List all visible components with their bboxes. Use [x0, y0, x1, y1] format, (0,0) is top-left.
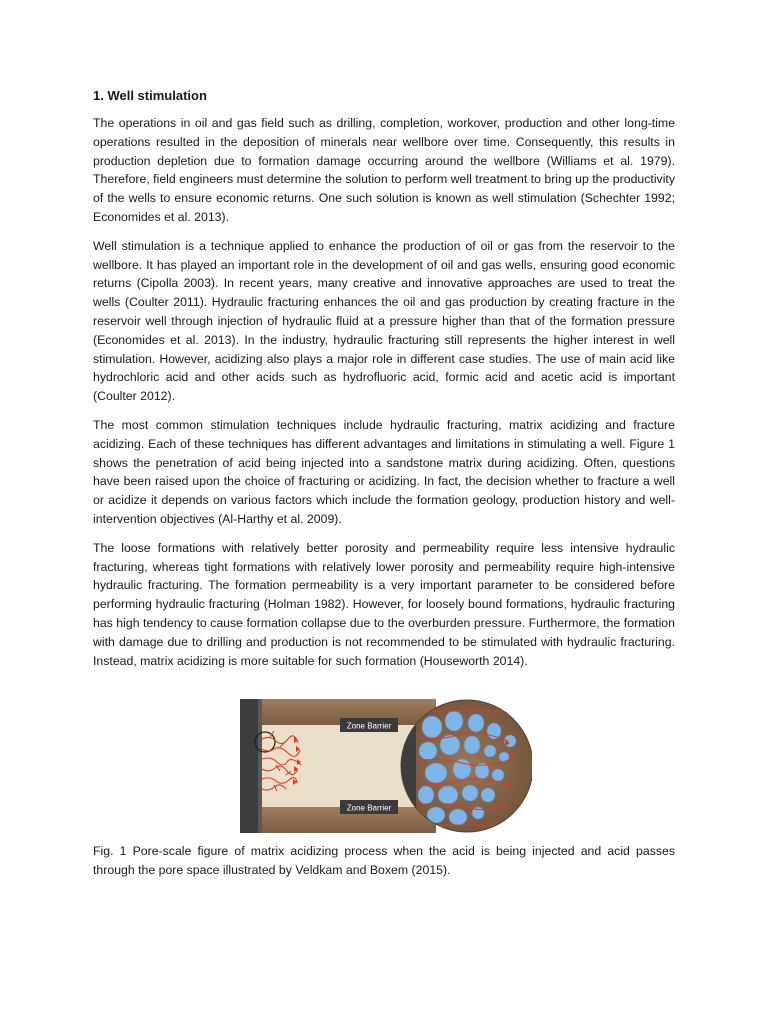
grain — [481, 788, 495, 802]
zone-barrier-label-top: Zone Barrier — [346, 721, 392, 731]
paragraph-1: The operations in oil and gas field such as drilling, completion, workover, production and other long-time operations resulted in the deposition of minerals near wellbore over time. Consequently, this results in production depletion due to formation damage occurring around the wellbore (Williams et al. 1979). Therefore, field engineers must determine the solution to perform well treatment to bring up the productivity of the wells to ensure economic returns. One such solution is known as well stimulation (Schechter 1992; Economides et al. 2013). — [93, 116, 675, 224]
bottom-zone-barrier — [240, 807, 436, 833]
paragraph-4: The loose formations with relatively better porosity and permeability require less intensive hydraulic fracturing, whereas tight formations with relatively lower porosity and permeability require high-intensive hydraulic fracturing. The formation permeability is a very important parameter to be considered before performing hydraulic fracturing (Holman 1982). However, for loosely bound formations, hydraulic fracturing has high tendency to cause formation collapse due to the overburden pressure. Furthermore, the formation with damage due to drilling and production is not recommended to be stimulated with hydraulic fracturing. Instead, matrix acidizing is more suitable for such formation (Houseworth 2014). — [93, 540, 675, 668]
grain — [464, 736, 480, 754]
grain — [462, 785, 478, 801]
section-heading: 1. Well stimulation — [93, 88, 207, 103]
grain — [445, 711, 463, 731]
casing-edge — [258, 699, 262, 833]
acid-flow-arrowhead — [525, 708, 530, 714]
grain — [453, 759, 471, 779]
grain — [425, 763, 447, 783]
top-zone-barrier — [240, 699, 436, 725]
section-content — [93, 86, 675, 880]
figure-caption: Fig. 1 Pore-scale figure of matrix acidizing process when the acid is being injected and acid passes through the pore space illustrated by Veldkam and Boxem (2015). — [93, 844, 675, 878]
grain — [419, 742, 437, 760]
figure-1 — [93, 699, 675, 833]
grain — [449, 809, 467, 825]
grain — [492, 769, 504, 781]
paragraph-2: Well stimulation is a technique applied to enhance the production of oil or gas from the reservoir to the wellbore. It has played an important role in the development of oil and gas wells, ensuring good economic returns (Cipolla 2003). In recent years, many creative and innovative approaches are used to treat the wells (Coulter 2011). Hydraulic fracturing enhances the oil and gas production by creating fracture in the reservoir well through injection of hydraulic fluid at a pressure higher than that of the formation pressure (Economides et al. 2013). In the industry, hydraulic fracturing still represents the higher interest in well stimulation. However, acidizing also plays a major role in different case studies. The use of main acid like hydrochloric acid and other acids such as hydrofluoric acid, formic acid and acetic acid is important (Coulter 2012). — [93, 238, 675, 404]
paragraph-3: The most common stimulation techniques include hydraulic fracturing, matrix acidizing and fracture acidizing. Each of these techniques has different advantages and limitations in stimulating a well. Figure 1 shows the penetration of acid being injected into a sandstone matrix during acidizing. Often, questions have been raised upon the choice of fracturing or acidizing. In fact, the decision whether to fracture a well or acidize it depends on various factors which include the formation geology, production history and well-intervention objectives (Al-Harthy et al. 2009). — [93, 417, 675, 526]
zone-barrier-label-bottom: Zone Barrier — [346, 803, 392, 813]
grain — [418, 786, 434, 804]
grain — [438, 786, 458, 804]
grain — [468, 714, 484, 732]
grain — [422, 716, 442, 738]
grain — [484, 745, 496, 757]
matrix-acidizing-illustration — [240, 699, 532, 833]
